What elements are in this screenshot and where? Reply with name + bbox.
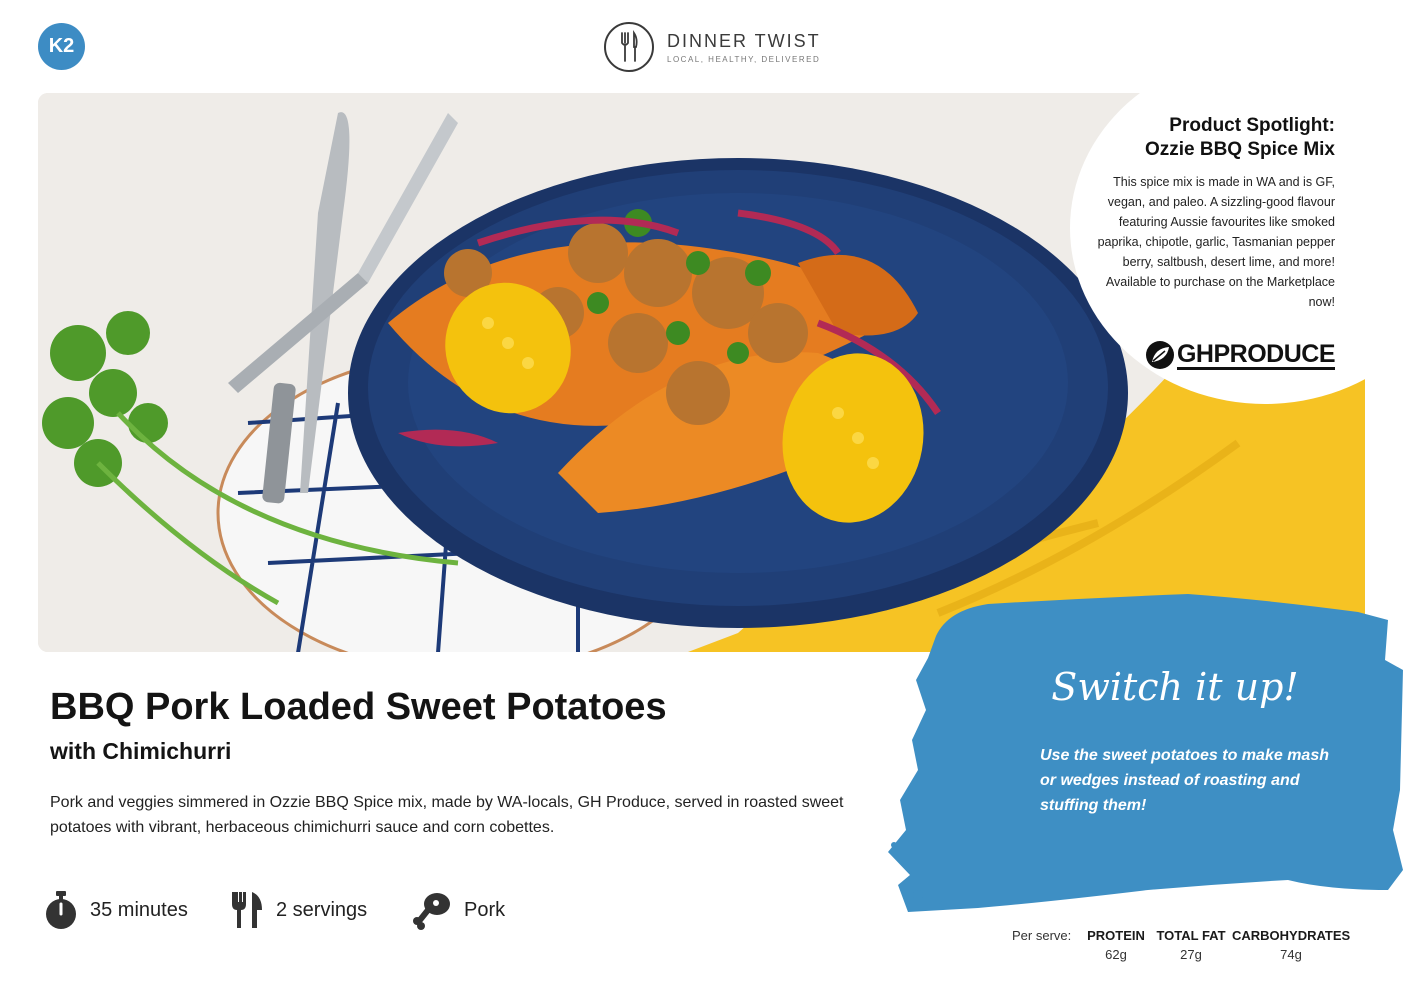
meat-drumstick-icon (412, 890, 452, 930)
recipe-description: Pork and veggies simmered in Ozzie BBQ Spice mix, made by WA-locals, GH Produce, served in roasted sweet potatoes with vibrant, herbaceous chimichurri sauce and corn cobettes. (50, 794, 844, 836)
nutrition-fat-label: TOTAL FAT (1156, 928, 1226, 943)
gh-produce-wordmark: GHPRODUCE (1176, 339, 1335, 368)
brand-name: DINNER TWIST (667, 30, 821, 51)
recipe-subtitle: with Chimichurri (50, 738, 232, 764)
nutrition-carbs (1232, 928, 1350, 962)
spotlight-heading-line1: Product Spotlight: (1169, 115, 1335, 136)
protein-type (412, 888, 505, 932)
nutrition-protein (1084, 928, 1148, 962)
nutrition-protein-value: 62g (1105, 947, 1127, 962)
protein-type-label: Pork (464, 898, 506, 921)
switch-it-up-title: Switch it up! (1051, 665, 1299, 709)
nutrition-protein-label: PROTEIN (1087, 928, 1145, 943)
cook-time-label: 35 minutes (90, 898, 188, 921)
product-spotlight (1095, 114, 1335, 312)
nutrition-per-serve-label: Per serve: (1012, 928, 1072, 943)
recipe-code-badge: K2 (38, 23, 85, 70)
nutrition-carbs-value: 74g (1280, 947, 1302, 962)
fork-knife-logo-icon (603, 21, 655, 73)
recipe-title: BBQ Pork Loaded Sweet Potatoes (50, 686, 667, 728)
cook-time (44, 888, 188, 932)
nutrition-fat-value: 27g (1180, 947, 1202, 962)
switch-it-up-text: Use the sweet potatoes to make mash or wedges instead of roasting and stuffing them! (1040, 747, 1329, 814)
nutrition-carbs-label: CARBOHYDRATES (1232, 928, 1351, 943)
servings (230, 888, 367, 932)
nutrition-fat (1155, 928, 1227, 962)
stopwatch-icon (44, 890, 78, 930)
brand-logo (603, 19, 821, 75)
brand-tagline: LOCAL, HEALTHY, DELIVERED (667, 54, 821, 64)
fork-knife-icon (230, 890, 264, 930)
gh-produce-logo (1145, 340, 1335, 370)
spotlight-heading-line2: Ozzie BBQ Spice Mix (1144, 139, 1335, 160)
leaf-icon (1145, 340, 1175, 370)
servings-label: 2 servings (276, 898, 368, 921)
spotlight-body: This spice mix is made in WA and is GF, vegan, and paleo. A sizzling-good flavour featuring Aussie favourites like smoked paprika, chipotle, garlic, Tasmanian pepper berry, saltbush, desert lime, and more! Available to purchase on the Marketplace now! (1097, 175, 1335, 309)
